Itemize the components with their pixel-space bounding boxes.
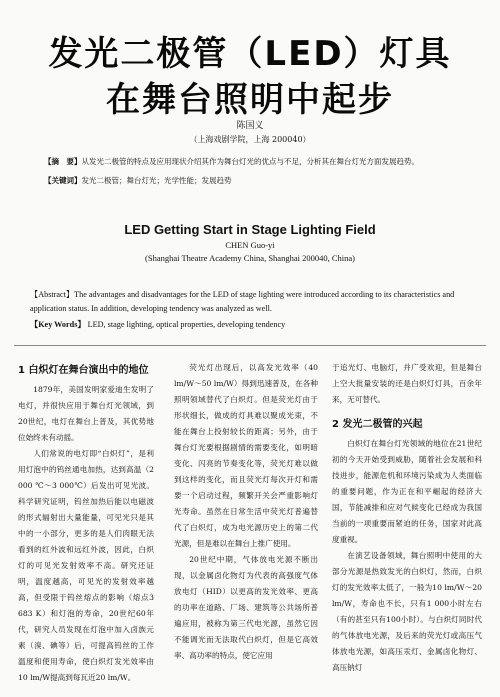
english-affiliation: (Shanghai Theatre Academy China, Shanghai 200040, China) [145, 253, 355, 263]
paragraph: 在演艺设备领域，舞台照明中使用的大部分光源是热致发光的白炽灯，然而，白炽灯的发光效率太低了，一般为10 lm/W～20 lm/W，寿命也不长，只有1 000小时左右（有的甚至只有100小时）。与白炽灯同时代的气体放电光源，及后来的荧光灯或高压气体放电光源，如高压汞灯、金属卤化物灯、高压钠灯 [332, 551, 482, 672]
body-column-1 [18, 360, 154, 686]
paragraph: 1879年，美国发明家爱迪生发明了电灯，并很快应用于舞台灯光领域，到20世纪，电灯在舞台上普及，其优势地位始终未有动摇。 [18, 385, 154, 442]
abstract-en-label: 【Abstract】 [30, 290, 75, 299]
section-1-heading: 1 白炽灯在舞台演出中的地位 [18, 365, 149, 376]
english-title: LED Getting Start in Stage Lighting Field [124, 222, 376, 237]
keywords-en [30, 318, 472, 332]
abstract-en-text: The advantages and disadvantages for the LED of stage lighting were introduced according to its characteristics and application status. In addition, developing tendency was analyzed as well. [30, 290, 455, 313]
paragraph: 荧光灯出现后，以高发光效率（40 lm/W～50 lm/W）得到迅速普及，在各种照明领域替代了白炽灯。但是荧光灯由于形状细长，做成的灯具难以聚成光束，不能在舞台上投射较长的距离；另外，由于舞台灯光要根据剧情的需要变化，如明暗变化、闪亮的节奏变化等，荧光灯难以做到这样的变化，而且荧光灯每次开灯和需要一个启动过程，频繁开关会严重影响灯光寿命。虽然在日常生活中荧光灯普遍替代了白炽灯，成为电光源历史上的第二代光源，但是难以在舞台上推广使用。 [174, 363, 318, 548]
section-2-heading: 2 发光二极管的兴起 [332, 419, 423, 430]
author-affiliation: （上海戏剧学院，上海 200040） [189, 135, 311, 144]
body-column-3 [332, 360, 482, 676]
divider [14, 345, 486, 346]
abstract-en [30, 288, 472, 316]
body-column-2 [174, 360, 318, 664]
keywords-en-label: 【Key Words】 [30, 320, 86, 329]
abstract-cn-label: 【摘 要】 [44, 157, 82, 166]
paragraph: 20世纪中期，气体放电光源不断出现，以金属卤化物灯为代表的高强度气体放电灯（HID）以更高的发光效率、更高的功率在道路、厂场、建筑等公共场所普遍应用，被称为第三代电光源，虽然它因不能调光而无法取代白炽灯，但是它高效率、高功率的特点，使它应用 [174, 555, 318, 660]
english-author: CHEN Guo-yi [225, 240, 275, 250]
paragraph: 于追光灯、电脑灯，并广受欢迎，但是舞台上空大批量安装的还是白炽灯灯具，百余年来，无可替代。 [332, 363, 482, 404]
page-title-line1: 发光二极管（LED）灯具 [48, 34, 452, 74]
keywords-cn-label: 【关键词】 [44, 176, 82, 185]
keywords-cn [44, 174, 464, 187]
abstract-cn [44, 155, 464, 168]
keywords-en-text: LED, stage lighting, optical properties, developing tendency [87, 320, 286, 329]
keywords-cn-text: 发光二极管；舞台灯光；光学性能；发展趋势 [81, 176, 232, 185]
paragraph: 人们常说的电灯即“白炽灯”，是利用灯泡中的钨丝通电加热，达到高温（2 000 ℃～3 000℃）后发出可见光波。科学研究证明，钨丝加热后能以电磁波的形式辐射出大量能量，可见光只是其中的一小部分，更多的是人们肉眼无法看到的红外波和远红外波，因此，白炽灯的可见光发射效率不高。研究还证明，温度越高，可见光的发射效率越高，但受限于钨丝熔点的影响（熔点3 683 K）和灯泡的寿命，20世纪60年代，研究人员发现在灯泡中加入卤族元素（溴、碘等）后，可提高钨丝的工作温度和使用寿命，使白炽灯发光效率由10 lm/W提高到每瓦近20 lm/W。 [18, 449, 154, 682]
author-name: 陈国义 [236, 121, 264, 131]
abstract-cn-text: 从发光二极管的特点及应用现状介绍其作为舞台灯光的优点与不足，分析其在舞台灯光方面发展趋势。 [81, 157, 419, 166]
page-title-line2: 在舞台照明中起步 [106, 80, 394, 120]
paragraph: 白炽灯在舞台灯光领域的地位在21世纪初的今天开始受到威胁，随着社会发展和科技进步，能源危机和环境污染成为人类面临的重要问题，作为正在和平崛起的经济大国，节能减排和应对气候变化已经成为我国当前的一项重要而紧迫的任务，国家对此高度重视。 [332, 439, 482, 544]
